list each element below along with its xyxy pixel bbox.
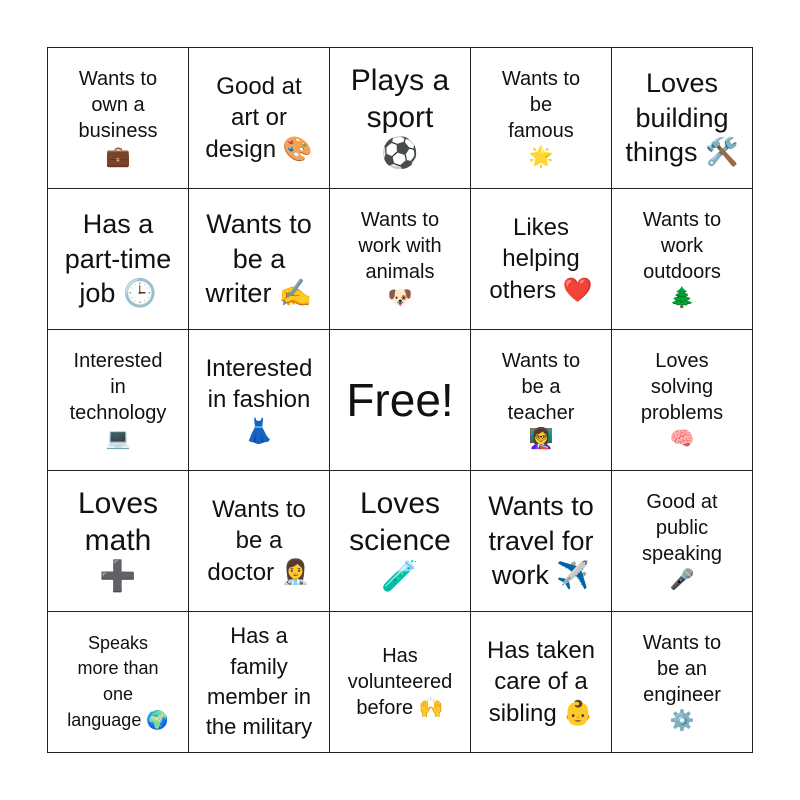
cell-text: Speaks more than one language 🌍 [67, 632, 169, 730]
bingo-cell[interactable] [189, 48, 330, 189]
bingo-cell[interactable] [48, 471, 189, 612]
cell-text: Interested in technology 💻 [69, 350, 167, 450]
cell-text: Good at public speaking 🎤 [641, 491, 723, 591]
bingo-cell[interactable] [612, 189, 753, 330]
free-space-label: Free! [346, 373, 454, 426]
bingo-cell[interactable] [471, 612, 612, 753]
bingo-cell[interactable] [189, 189, 330, 330]
cell-text: Has a family member in the military [205, 623, 313, 740]
cell-text: Likes helping others ❤️ [489, 214, 593, 304]
cell-text: Wants to be a teacher 👩‍🏫 [501, 350, 581, 450]
bingo-cell[interactable] [471, 330, 612, 471]
bingo-board [47, 47, 753, 753]
cell-text: Wants to be a doctor 👩‍⚕️ [207, 496, 311, 586]
cell-text: Wants to work outdoors 🌲 [642, 209, 722, 309]
bingo-cell[interactable] [330, 471, 471, 612]
cell-text: Loves building things 🛠️ [625, 68, 739, 168]
bingo-cell[interactable] [612, 612, 753, 753]
cell-text: Wants to travel for work ✈️ [488, 491, 594, 591]
cell-text: Wants to own a business 💼 [78, 68, 158, 168]
bingo-cell[interactable] [48, 612, 189, 753]
cell-text: Good at art or design 🎨 [205, 73, 313, 163]
cell-text: Loves solving problems 🧠 [640, 350, 724, 450]
bingo-cell[interactable] [48, 189, 189, 330]
bingo-cell[interactable] [612, 330, 753, 471]
bingo-cell[interactable] [612, 48, 753, 189]
bingo-cell[interactable] [189, 612, 330, 753]
bingo-cell[interactable] [48, 48, 189, 189]
bingo-cell[interactable] [612, 471, 753, 612]
bingo-cell[interactable] [330, 612, 471, 753]
bingo-cell[interactable] [189, 471, 330, 612]
bingo-cell[interactable] [330, 48, 471, 189]
cell-text: Plays a sport ⚽ [350, 64, 450, 171]
cell-text: Wants to be an engineer ⚙️ [642, 632, 722, 732]
cell-text: Wants to be a writer ✍️ [205, 209, 313, 309]
bingo-cell[interactable] [330, 189, 471, 330]
cell-text: Has taken care of a sibling 👶 [486, 637, 596, 727]
bingo-cell[interactable] [471, 48, 612, 189]
bingo-cell[interactable] [189, 330, 330, 471]
free-space-cell[interactable] [330, 330, 471, 471]
cell-text: Loves science 🧪 [349, 487, 451, 594]
bingo-cell[interactable] [48, 330, 189, 471]
cell-text: Interested in fashion 👗 [205, 355, 313, 445]
cell-text: Has a part-time job 🕒 [64, 209, 172, 309]
cell-text: Wants to be famous 🌟 [501, 68, 581, 168]
bingo-cell[interactable] [471, 471, 612, 612]
bingo-cell[interactable] [471, 189, 612, 330]
cell-text: Loves math ➕ [77, 487, 159, 594]
cell-text: Wants to work with animals 🐶 [358, 209, 442, 309]
cell-text: Has volunteered before 🙌 [347, 645, 453, 719]
